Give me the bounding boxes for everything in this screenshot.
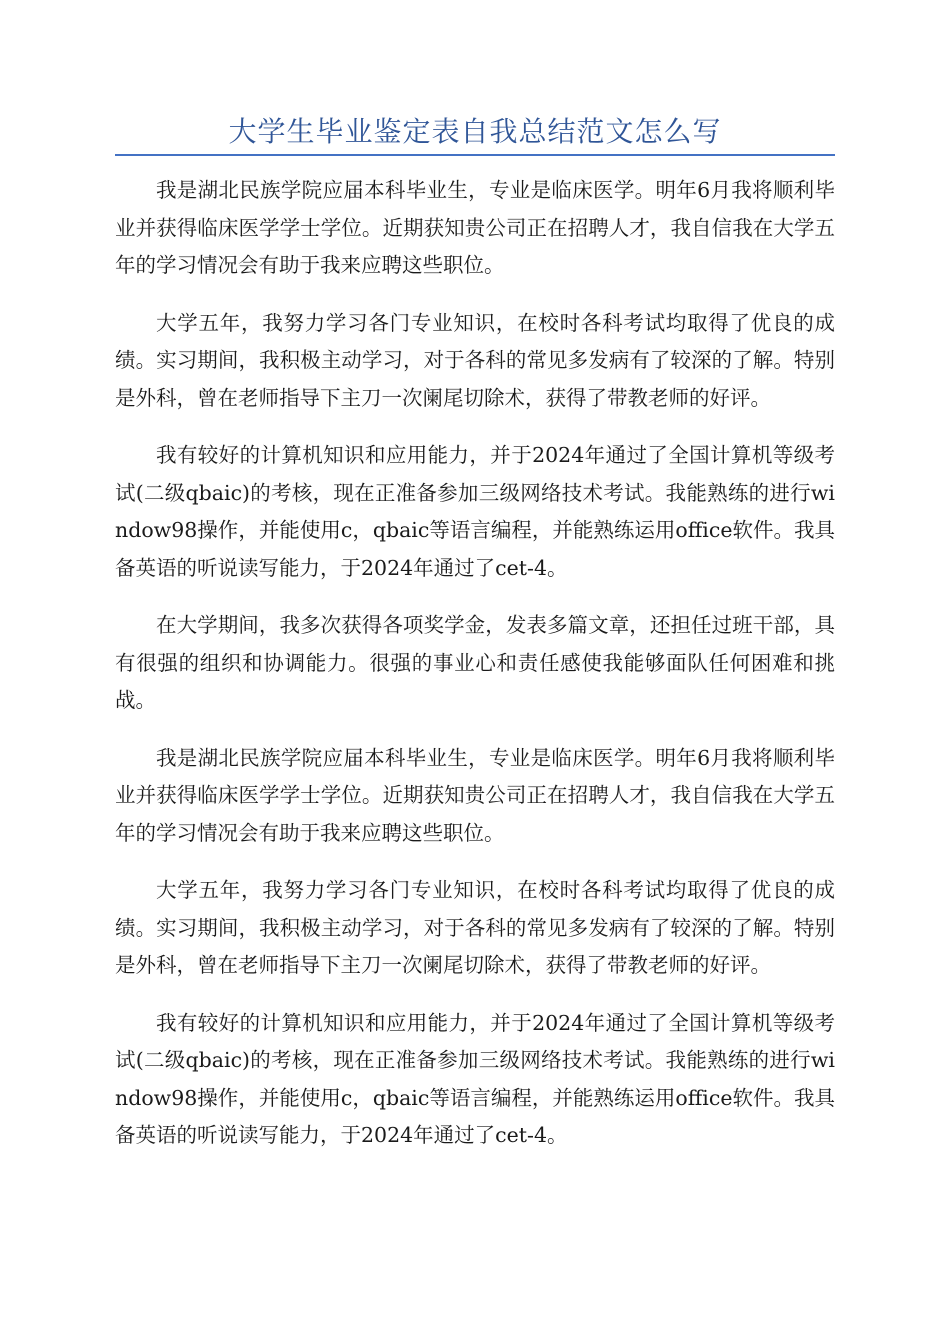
paragraph-2: 大学五年，我努力学习各门专业知识，在校时各科考试均取得了优良的成绩。实习期间，我积极主动学习，对于各科的常见多发病有了较深的了解。特别是外科，曾在老师指导下主刀一次阑尾切除术，获得了带教老师的好评。 (115, 310, 835, 410)
title-underline (115, 154, 835, 156)
paragraph-5: 我是湖北民族学院应届本科毕业生，专业是临床医学。明年6月我将顺利毕业并获得临床医学学士学位。近期获知贵公司正在招聘人才，我自信我在大学五年的学习情况会有助于我来应聘这些职位。 (115, 745, 835, 845)
paragraph-3: 我有较好的计算机知识和应用能力，并于2024年通过了全国计算机等级考试(二级qbaic)的考核，现在正准备参加三级网络技术考试。我能熟练的进行window98操作，并能使用c，qbaic等语言编程，并能熟练运用office软件。我具备英语的听说读写能力，于2024年通过了cet-4。 (115, 443, 835, 580)
document-body (115, 172, 835, 1175)
paragraph-1: 我是湖北民族学院应届本科毕业生，专业是临床医学。明年6月我将顺利毕业并获得临床医学学士学位。近期获知贵公司正在招聘人才，我自信我在大学五年的学习情况会有助于我来应聘这些职位。 (115, 178, 835, 277)
paragraph-4: 在大学期间，我多次获得各项奖学金，发表多篇文章，还担任过班干部，具有很强的组织和协调能力。很强的事业心和责任感使我能够面队任何困难和挑战。 (115, 613, 835, 712)
document-title: 大学生毕业鉴定表自我总结范文怎么写 (228, 115, 722, 148)
paragraph-7: 我有较好的计算机知识和应用能力，并于2024年通过了全国计算机等级考试(二级qbaic)的考核，现在正准备参加三级网络技术考试。我能熟练的进行window98操作，并能使用c，qbaic等语言编程，并能熟练运用office软件。我具备英语的听说读写能力，于2024年通过了cet-4。 (115, 1010, 835, 1147)
paragraph-6: 大学五年，我努力学习各门专业知识，在校时各科考试均取得了优良的成绩。实习期间，我积极主动学习，对于各科的常见多发病有了较深的了解。特别是外科，曾在老师指导下主刀一次阑尾切除术，获得了带教老师的好评。 (115, 878, 835, 977)
